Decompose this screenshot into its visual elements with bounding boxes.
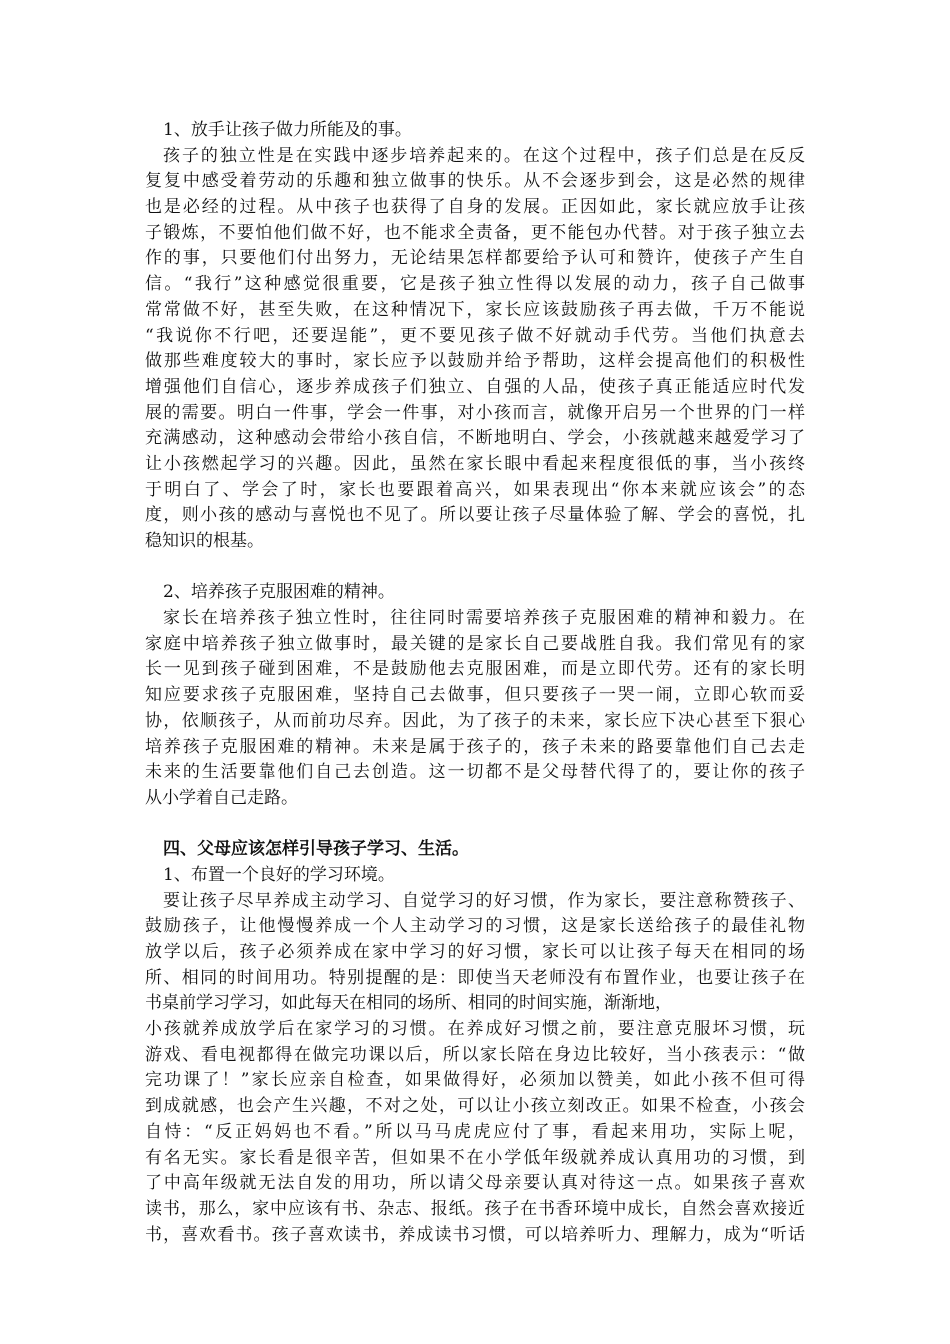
- section2-body: [145, 606, 805, 812]
- section1-line: 充满感动，这种感动会带给小孩自信，不断地明白、学会，小孩就越来越爱学习了: [145, 428, 805, 449]
- section3-body: [145, 889, 805, 1249]
- section3-line: 书，喜欢看书。孩子喜欢读书，养成读书习惯，可以培养听力、理解力，成为“听话: [145, 1224, 805, 1245]
- section3-line: 读书，那么，家中应该有书、杂志、报纸。孩子在书香环境中成长，自然会喜欢接近: [145, 1198, 805, 1219]
- section2-line: 长一见到孩子碰到困难，不是鼓励他去克服困难，而是立即代劳。还有的家长明: [145, 659, 805, 680]
- section1-line: 子锻炼，不要怕他们做不好，也不能求全责备，更不能包办代替。对于孩子独立去: [145, 222, 805, 243]
- section2-line: 未来的生活要靠他们自己去创造。这一切都不是父母替代得了的，要让你的孩子: [145, 762, 805, 783]
- section1-line: 稳知识的根基。: [145, 531, 264, 551]
- paragraph-gap: [145, 555, 805, 581]
- section3-line: 有名无实。家长看是很辛苦，但如果不在小学低年级就养成认真用功的习惯，到: [145, 1147, 805, 1168]
- section3-line: 书桌前学习学习，如此每天在相同的场所、相同的时间实施，渐渐地，: [145, 993, 672, 1014]
- section2-line: 知应要求孩子克服困难，坚持自己去做事，但只要孩子一哭一闹，立即心软而妥: [145, 685, 805, 706]
- section1-line: 常常做不好，甚至失败，在这种情况下，家长应该鼓励孩子再去做，千万不能说: [145, 299, 805, 320]
- section3-line: 了中高年级就无法自发的用功，所以请父母亲要认真对待这一点。如果孩子喜欢: [145, 1173, 805, 1194]
- section3-line: 完功课了！”家长应亲自检查，如果做得好，必须加以赞美，如此小孩不但可得: [145, 1070, 805, 1091]
- section3-line: 所、相同的时间用功。特别提醒的是：即使当天老师没有布置作业，也要让孩子在: [145, 967, 805, 988]
- section1-line: 也是必经的过程。从中孩子也获得了自身的发展。正因如此，家长就应放手让孩: [145, 197, 805, 218]
- paragraph-gap: [145, 812, 805, 838]
- section1-line: 于明白了、学会了时，家长也要跟着高兴，如果表现出“你本来就应该会”的态: [145, 479, 805, 500]
- section2-line: 协，依顺孩子，从而前功尽弃。因此，为了孩子的未来，家长应下决心甚至下狠心: [145, 710, 805, 731]
- section3-line: 放学以后，孩子必须养成在家中学习的好习惯，家长可以让孩子每天在相同的场: [145, 942, 805, 962]
- document-page: [145, 118, 805, 1248]
- section1-line: 孩子的独立性是在实践中逐步培养起来的。在这个过程中，孩子们总是在反反: [163, 145, 805, 166]
- section1-line: 让小孩燃起学习的兴趣。因此，虽然在家长眼中看起来程度很低的事，当小孩终: [145, 453, 805, 474]
- section1-line: 作的事，只要他们付出努力，无论结果怎样都要给予认可和赞许，使孩子产生自: [145, 248, 805, 269]
- section1-line: 复复中感受着劳动的乐趣和独立做事的快乐。从不会逐步到会，这是必然的规律: [145, 171, 805, 192]
- section1-body: [145, 144, 805, 555]
- section1-line: 做那些难度较大的事时，家长应予以鼓励并给予帮助，这样会提高他们的积极性: [145, 351, 805, 372]
- section2-title: 2、培养孩子克服困难的精神。: [163, 582, 395, 603]
- section2-line: 家长在培养孩子独立性时，往往同时需要培养孩子克服困难的精神和毅力。在: [163, 608, 805, 629]
- section2-line: 家庭中培养孩子独立做事时，最关键的是家长自己要战胜自我。我们常见有的家: [145, 633, 805, 654]
- section3-line: 要让孩子尽早养成主动学习、自觉学习的好习惯，作为家长，要注意称赞孩子、: [163, 890, 805, 911]
- section1-line: “我说你不行吧，还要逞能”，更不要见孩子做不好就动手代劳。当他们执意去: [145, 325, 805, 346]
- section3-heading: 四、父母应该怎样引导孩子学习、生活。: [163, 839, 469, 860]
- section3-title: 1、布置一个良好的学习环境。: [163, 864, 395, 885]
- section3-line: 自恃：“反正妈妈也不看。”所以马马虎虎应付了事，看起来用功，实际上呢，: [145, 1121, 805, 1142]
- section3-line: 小孩就养成放学后在家学习的习惯。在养成好习惯之前，要注意克服坏习惯，玩: [145, 1019, 805, 1040]
- section1-line: 度，则小孩的感动与喜悦也不见了。所以要让孩子尽量体验了解、学会的喜悦，扎: [145, 505, 805, 526]
- section3-line: 游戏、看电视都得在做完功课以后，所以家长陪在身边比较好，当小孩表示：“做: [145, 1044, 805, 1065]
- section3-line: 到成就感，也会产生兴趣，不对之处，可以让小孩立刻改正。如果不检查，小孩会: [145, 1096, 805, 1117]
- section1-line: 增强他们自信心，逐步养成孩子们独立、自强的人品，使孩子真正能适应时代发: [145, 376, 805, 397]
- section1-line: 展的需要。明白一件事，学会一件事，对小孩而言，就像开启另一个世界的门一样: [145, 402, 805, 423]
- section1-title: 1、放手让孩子做力所能及的事。: [163, 120, 412, 140]
- section2-line: 培养孩子克服困难的精神。未来是属于孩子的，孩子未来的路要靠他们自己去走: [145, 736, 805, 757]
- section3-line: 鼓励孩子，让他慢慢养成一个人主动学习的习惯，这是家长送给孩子的最佳礼物: [145, 916, 805, 937]
- section1-line: 信。“我行”这种感觉很重要，它是孩子独立性得以发展的动力，孩子自己做事: [145, 274, 805, 295]
- section2-line: 从小学着自己走路。: [145, 787, 298, 808]
